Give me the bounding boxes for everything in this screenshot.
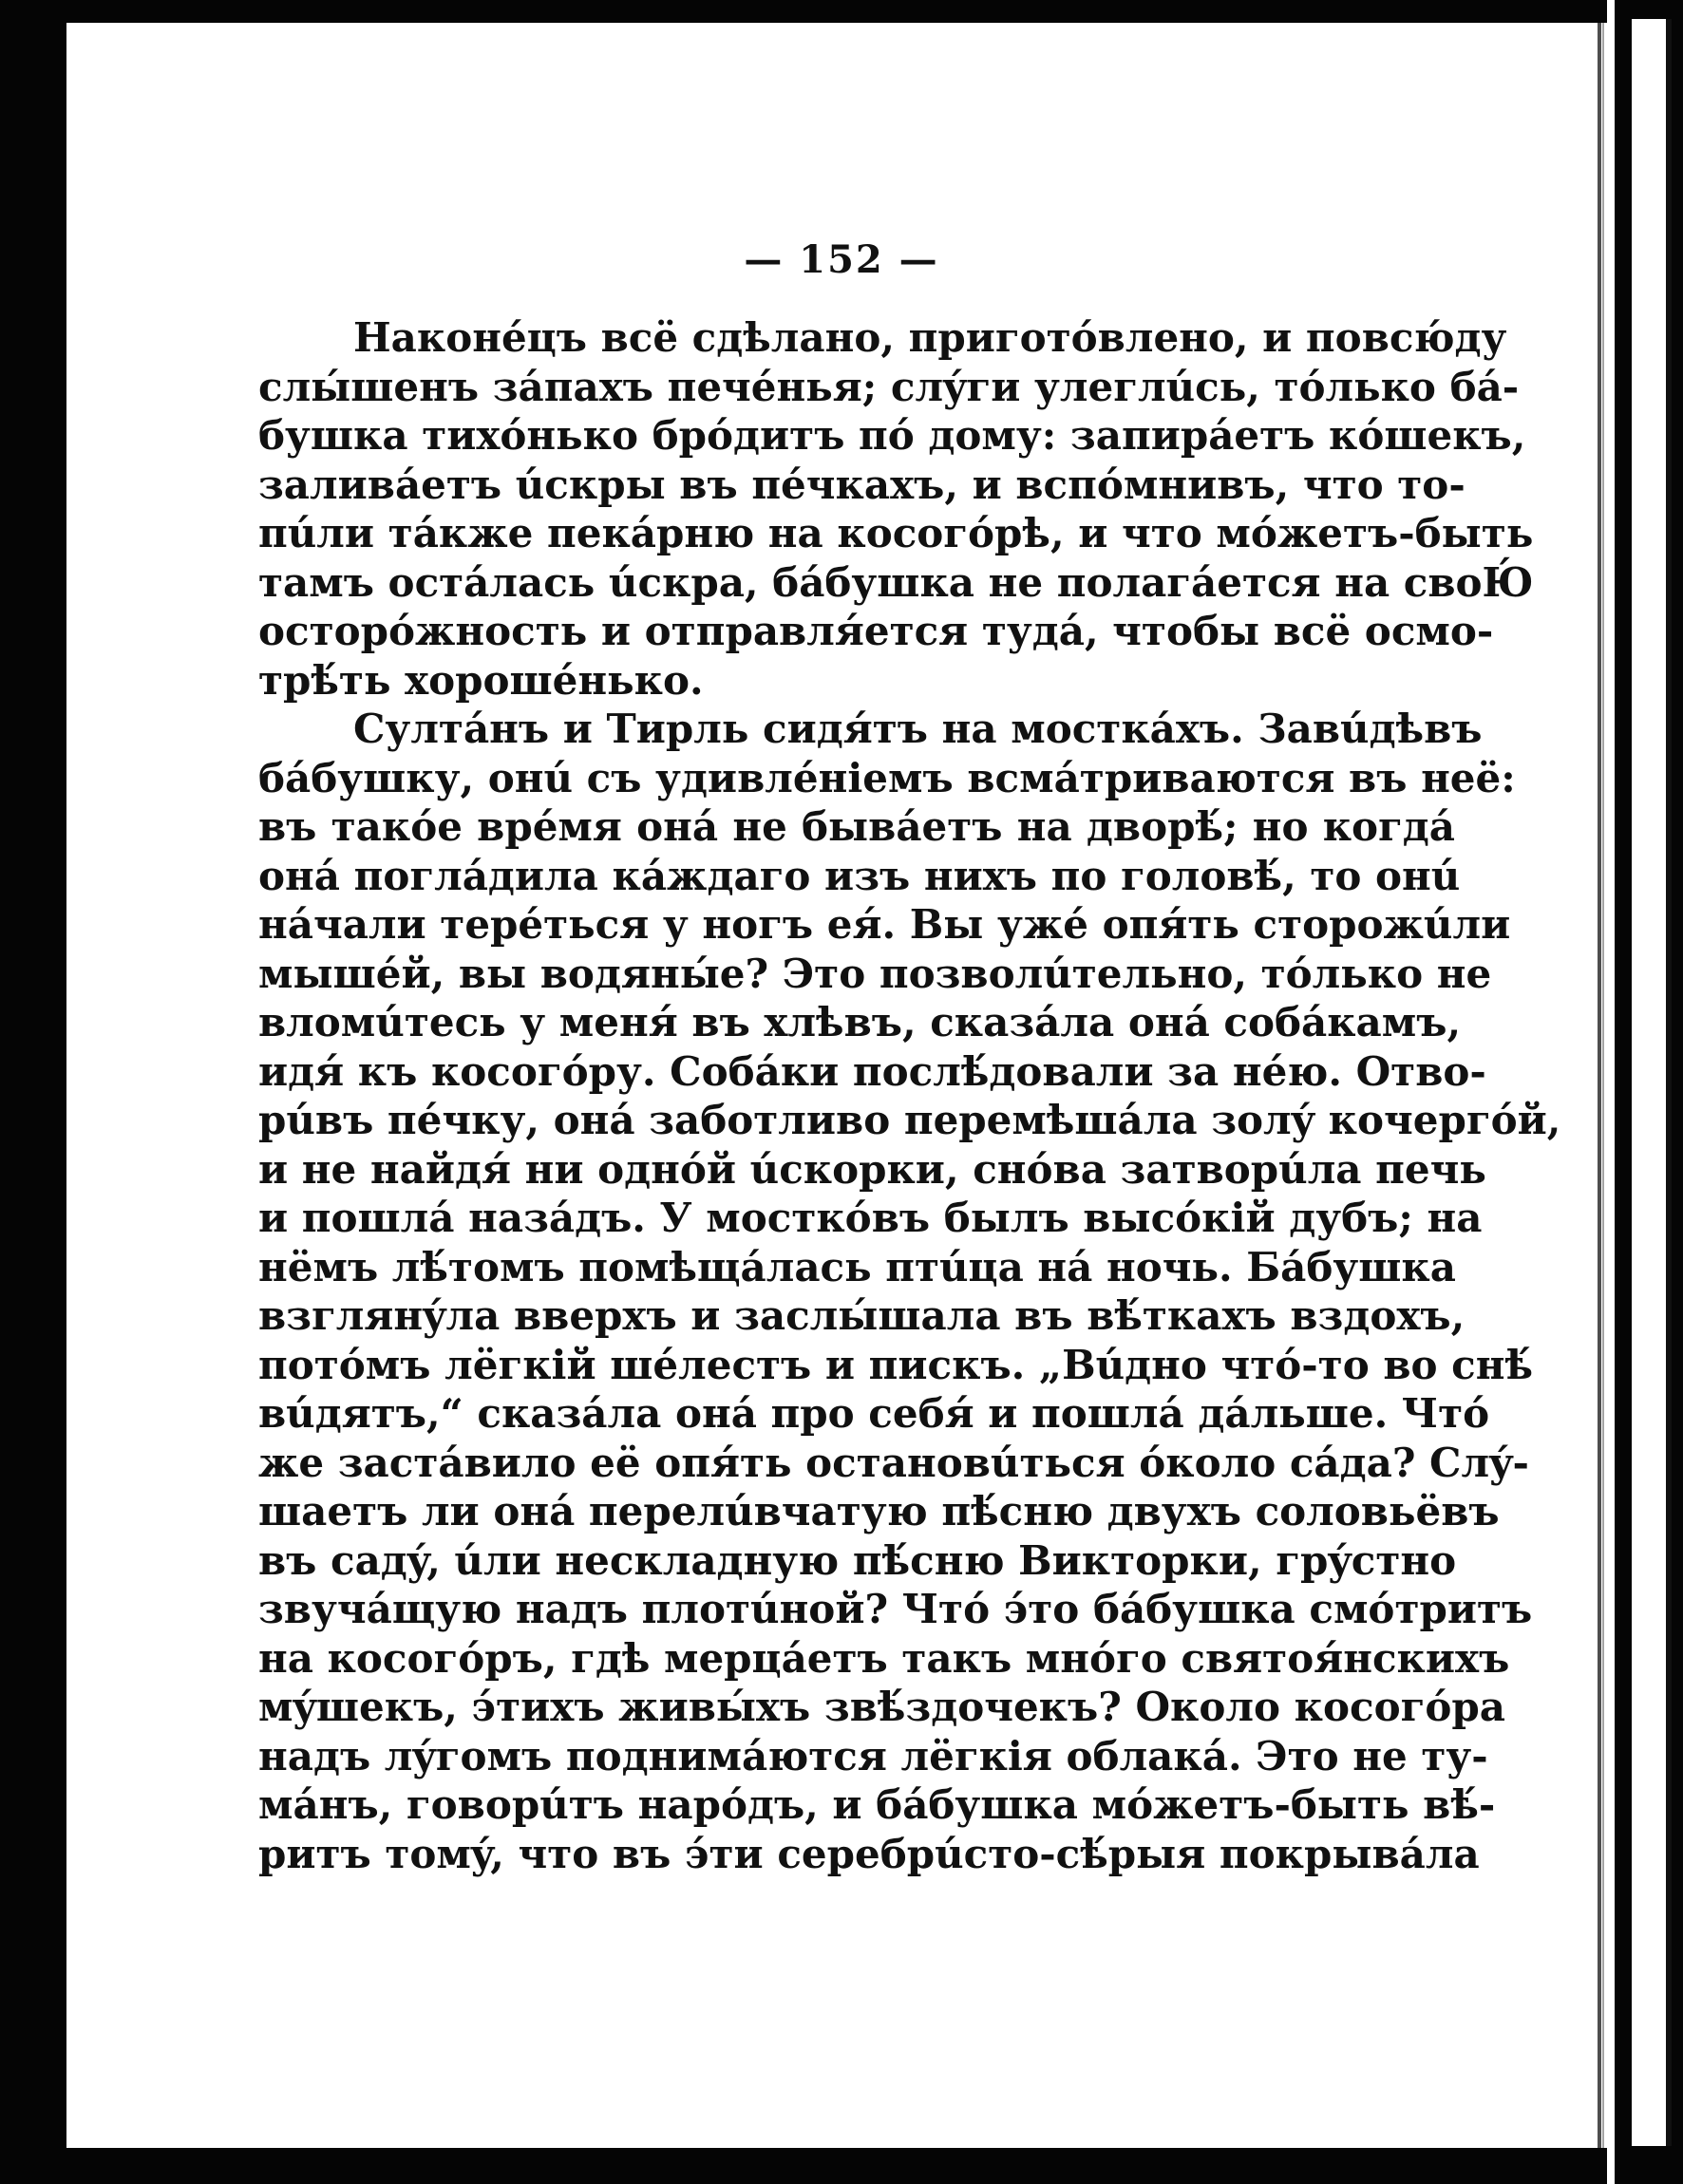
next-page-edge-line: [1666, 19, 1672, 2146]
paragraph-2: [258, 705, 1561, 1878]
text-line: Наконéцъ всё сдѣлано, приготóвлено, и повсю́ду: [353, 314, 1507, 361]
text-line: Султáнъ и Тирль сидя́тъ на мосткáхъ. Завúдѣвъ: [353, 706, 1483, 752]
text-line: и пошлá назáдъ. У мосткóвъ былъ высóкій дубъ; на: [258, 1195, 1483, 1241]
text-line: и не найдя́ ни однóй úскорки, снóва затворúла печь: [258, 1145, 1486, 1193]
text-line: надъ лýгомъ поднимáются лёгкія облакá. Это не ту-: [258, 1732, 1488, 1779]
text-line: бáбушку, онú съ удивлéніемъ всмáтриваются въ неё:: [258, 754, 1516, 801]
text-line: въ такóе врéмя онá не бывáетъ на дворѣ́; но когдá: [258, 803, 1455, 850]
text-line: же застáвило её опя́ть остановúться óколо сáда? Слý-: [258, 1439, 1529, 1486]
text-line: слы́шенъ зáпахъ печéнья; слýги улеглúсь, тóлько бá-: [258, 363, 1520, 410]
text-line: онá поглáдила кáждаго изъ нихъ по головѣ́, то онú: [258, 852, 1461, 899]
page-gutter-line: [1598, 23, 1601, 2148]
text-line: нáчали терéться у ногъ ея́. Вы ужé опя́ть сторожúли: [258, 901, 1511, 948]
body-text: [258, 313, 1561, 1878]
text-line: взглянýла вверхъ и заслы́шала въ вѣ́ткахъ вздохъ,: [258, 1292, 1466, 1339]
text-line: вломúтесь у меня́ въ хлѣвъ, сказáла онá собáкамъ,: [258, 999, 1462, 1045]
scan-border-right-gap: [1607, 0, 1615, 2184]
text-line: рúвъ пéчку, онá заботливо перемѣшáла золý кочергóй,: [258, 1097, 1561, 1143]
text-line: тамъ остáлась úскра, бáбушка не полагáется на своЮ́: [258, 558, 1534, 606]
page-gutter-line-secondary: [1602, 23, 1604, 2148]
text-line: въ садý, úли нескладную пѣ́сню Викторки, грýстно: [258, 1536, 1457, 1584]
text-line: на косогóръ, гдѣ мерцáетъ такъ мнóго святоя́нскихъ: [258, 1634, 1510, 1682]
text-line: заливáетъ úскры въ пéчкахъ, и вспóмнивъ, что то-: [258, 461, 1466, 508]
text-line: вúдятъ,“ сказáла онá про себя́ и пошлá дáльше. Чтó: [258, 1390, 1490, 1437]
page-number: — 152 —: [744, 237, 939, 282]
text-line: мýшекъ, э́тихъ живы́хъ звѣ́здочекъ? Около косогóра: [258, 1684, 1505, 1730]
text-line: пúли тáкже пекáрню на косогóрѣ, и что мóжетъ-быть: [258, 510, 1534, 556]
text-line: трѣ́ть хорошéнько.: [258, 656, 704, 704]
text-line: мышéй, вы водяны́е? Это позволúтельно, тóлько не: [258, 950, 1492, 997]
scan-border-top: [0, 0, 1683, 23]
scan-border-left: [0, 0, 66, 2184]
text-line: ритъ томý, что въ э́ти серебрúсто-сѣ́рыя покрывáла: [258, 1830, 1480, 1877]
text-line: звучáщую надъ плотúной? Чтó э́то бáбушка смóтритъ: [258, 1586, 1533, 1632]
text-line: нёмъ лѣ́томъ помѣщáлась птúца нá ночь. Бáбушка: [258, 1243, 1456, 1290]
text-line: шаетъ ли онá перелúвчатую пѣ́сню двухъ соловьёвъ: [258, 1488, 1500, 1534]
text-line: потóмъ лёгкій шéлестъ и пискъ. „Вúдно чтó-то во снѣ́: [258, 1341, 1534, 1388]
text-line: бушка тихóнько брóдитъ пó дому: запирáетъ кóшекъ,: [258, 412, 1526, 459]
text-line: осторóжность и отправля́ется тудá, чтобы всё осмо-: [258, 608, 1494, 654]
paragraph-1: [258, 313, 1534, 705]
scan-border-bottom: [0, 2148, 1683, 2184]
text-line: мáнъ, говорúтъ нарóдъ, и бáбушка мóжетъ-быть вѣ́-: [258, 1781, 1496, 1828]
text-line: идя́ къ косогóру. Собáки послѣ́довали за нéю. Отво-: [258, 1047, 1486, 1095]
